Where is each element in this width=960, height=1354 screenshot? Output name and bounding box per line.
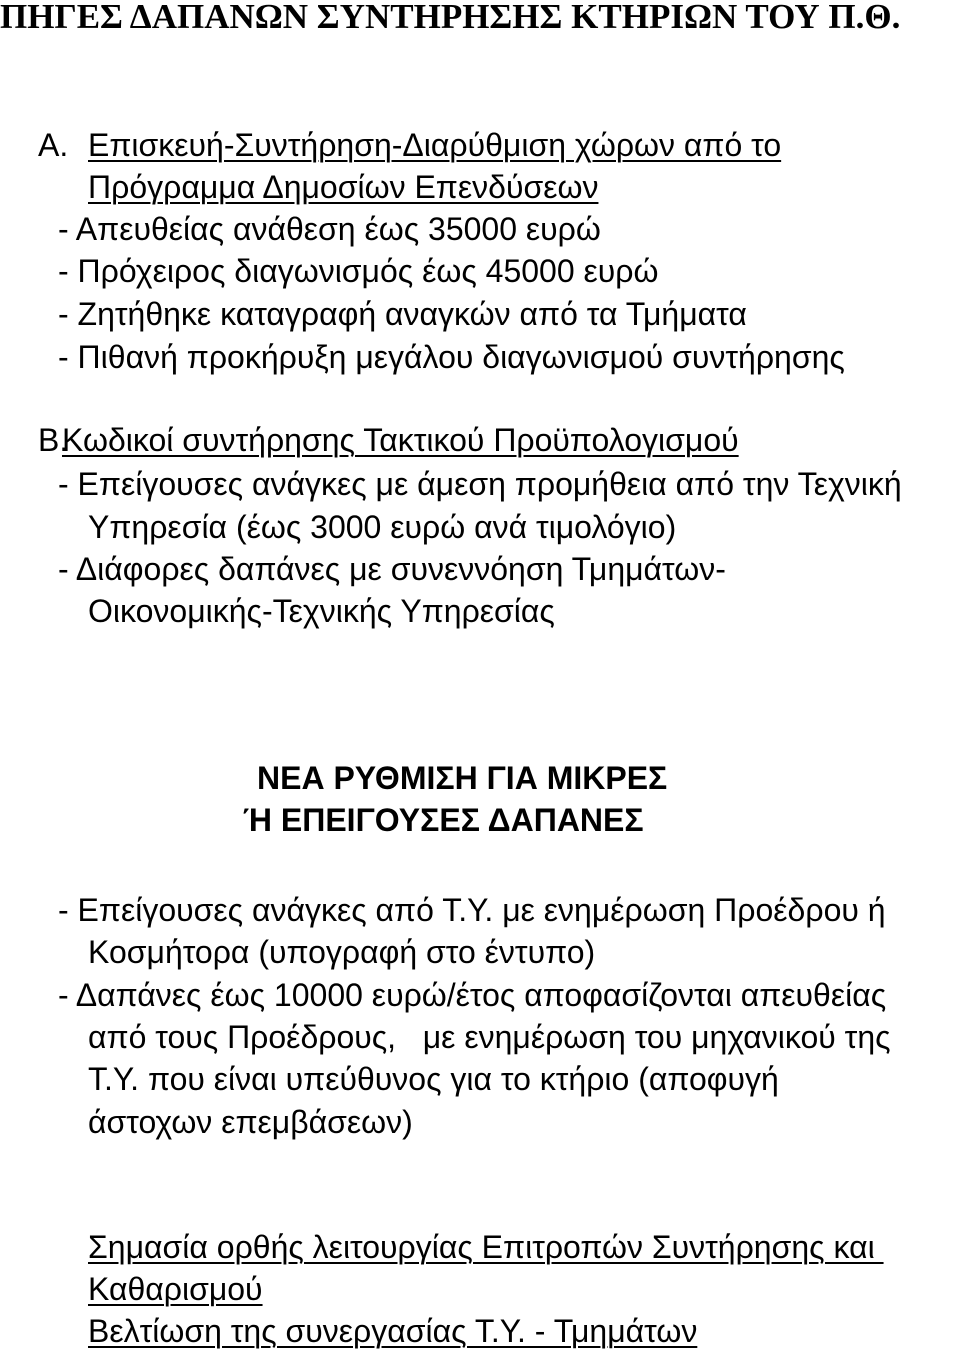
section-b-marker: Β.	[38, 422, 69, 458]
new-rule-item-2-line-1: - Δαπάνες έως 10000 ευρώ/έτος αποφασίζονται απευθείας	[58, 977, 887, 1013]
section-b-item-2-line-2: Οικονομικής-Τεχνικής Υπηρεσίας	[88, 593, 555, 629]
new-rule-item-2-line-4: άστοχων επεμβάσεων)	[88, 1104, 413, 1140]
page-title: ΠΗΓΕΣ ΔΑΠΑΝΩΝ ΣΥΝΤΗΡΗΣΗΣ ΚΤΗΡΙΩΝ ΤΟΥ Π.Θ.	[0, 0, 901, 36]
section-a-item: - Πρόχειρος διαγωνισμός έως 45000 ευρώ	[58, 253, 659, 289]
new-rule-item-2-line-3: Τ.Υ. που είναι υπεύθυνος για το κτήριο (αποφυγή	[88, 1061, 779, 1097]
section-a-heading-line-2: Πρόγραμμα Δημοσίων Επενδύσεων	[88, 169, 599, 205]
closing-item-2-line-1: Βελτίωση της συνεργασίας Τ.Υ. - Τμημάτων	[88, 1313, 698, 1349]
new-rule-heading-line-2: Ή ΕΠΕΙΓΟΥΣΕΣ ΔΑΠΑΝΕΣ	[243, 802, 644, 838]
closing-item-1-line-1: Σημασία ορθής λειτουργίας Επιτροπών Συντήρησης και	[88, 1229, 884, 1265]
section-a-heading-line-1: Επισκευή-Συντήρηση-Διαρύθμιση χώρων από το	[88, 127, 782, 163]
section-b-item-2-line-1: - Διάφορες δαπάνες με συνεννόηση Τμημάτων-	[58, 551, 726, 587]
closing-item-1-line-2: Καθαρισμού	[88, 1271, 263, 1307]
section-a-item: - Ζητήθηκε καταγραφή αναγκών από τα Τμήματα	[58, 296, 747, 332]
section-b-heading: Κωδικοί συντήρησης Τακτικού Προϋπολογισμού	[62, 422, 739, 458]
section-b-item-1-line-1: - Επείγουσες ανάγκες με άμεση προμήθεια από την Τεχνική	[58, 466, 902, 502]
section-a-item: - Απευθείας ανάθεση έως 35000 ευρώ	[58, 211, 601, 247]
section-a-item: - Πιθανή προκήρυξη μεγάλου διαγωνισμού συντήρησης	[58, 339, 845, 375]
section-b-item-1-line-2: Υπηρεσία (έως 3000 ευρώ ανά τιμολόγιο)	[88, 509, 677, 545]
new-rule-item-1-line-1: - Επείγουσες ανάγκες από Τ.Υ. με ενημέρωση Προέδρου ή	[58, 892, 886, 928]
new-rule-item-2-line-2: από τους Προέδρους, με ενημέρωση του μηχανικού της	[88, 1019, 891, 1055]
new-rule-heading-line-1: ΝΕΑ ΡΥΘΜΙΣΗ ΓΙΑ ΜΙΚΡΕΣ	[257, 760, 668, 796]
section-a-marker: Α.	[38, 127, 69, 163]
new-rule-item-1-line-2: Κοσμήτορα (υπογραφή στο έντυπο)	[88, 934, 596, 970]
